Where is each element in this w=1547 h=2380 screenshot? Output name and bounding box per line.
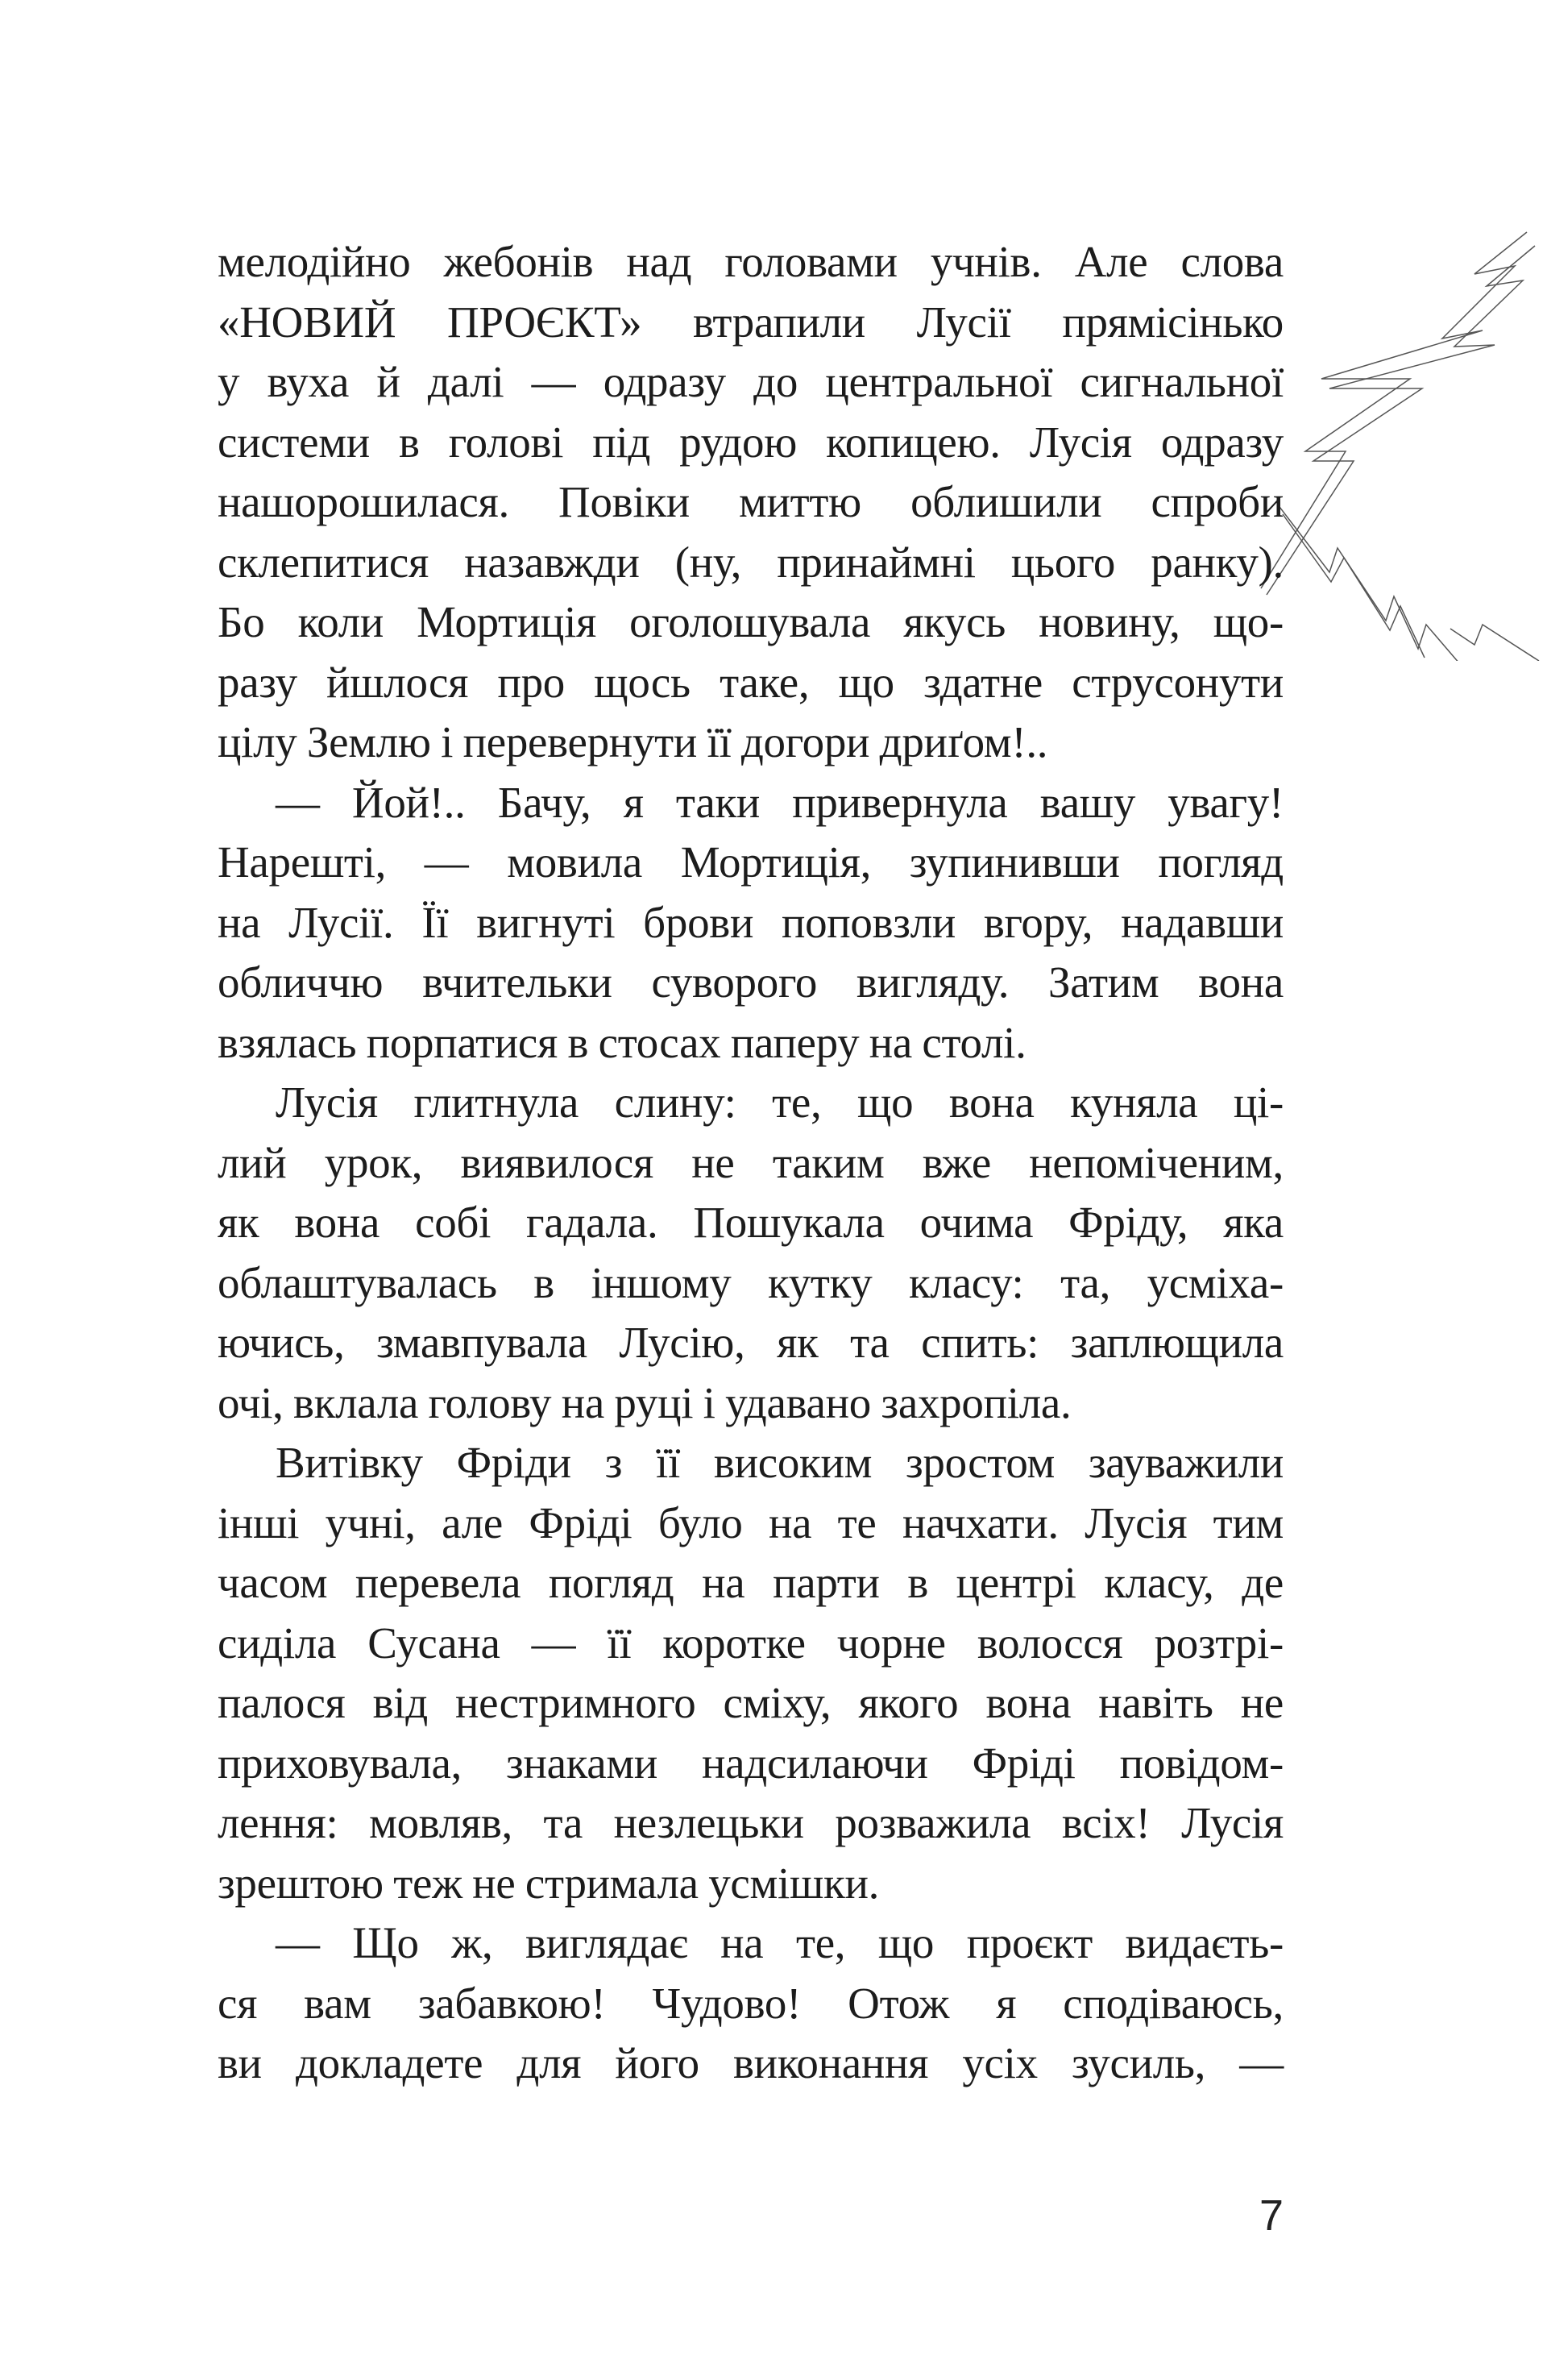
text-line: зрештою теж не стримала усмішки. — [218, 1858, 880, 1908]
text-line: «НОВИЙ ПРОЄКТ» втрапили Лусії прямісінько — [218, 297, 1284, 347]
text-line: разу йшлося про щось таке, що здатне струсонути — [218, 657, 1284, 707]
text-line: лення: мовляв, та незлецьки розважила всіх! Лусія — [218, 1798, 1284, 1847]
text-line: обличчю вчительки суворого вигляду. Затим вона — [218, 957, 1284, 1007]
text-line: склепитися назавжди (ну, принаймні цього ранку). — [218, 537, 1284, 587]
text-line: Нарешті, — мовила Мортиція, зупинивши погляд — [218, 837, 1284, 887]
text-line: у вуха й далі — одразу до центральної сигнальної — [218, 357, 1284, 406]
text-line: цілу Землю і перевернути її догори дриґом!.. — [218, 717, 1048, 766]
text-line: Бо коли Мортиція оголошувала якусь новину, що- — [218, 597, 1284, 646]
text-line: — Йой!.. Бачу, я таки привернула вашу увагу! — [276, 777, 1284, 827]
text-line: часом перевела погляд на парти в центрі класу, де — [218, 1558, 1284, 1607]
text-line: Лусія глитнула слину: те, що вона куняла ці- — [276, 1078, 1284, 1127]
text-line: палося від нестримного сміху, якого вона навіть не — [218, 1678, 1284, 1727]
text-line: як вона собі гадала. Пошукала очима Фріду, яка — [218, 1198, 1284, 1247]
text-line: Витівку Фріди з її високим зростом зауважили — [276, 1438, 1284, 1487]
text-line: ючись, змавпувала Лусію, як та спить: заплющила — [218, 1318, 1284, 1367]
text-line: нашорошилася. Повіки миттю облишили спроби — [218, 477, 1284, 526]
text-line: приховувала, знаками надсилаючи Фріді повідом- — [218, 1738, 1284, 1788]
text-line: ся вам забавкою! Чудово! Отож я сподіваюсь, — [218, 1978, 1284, 2028]
text-line: на Лусії. Її вигнуті брови поповзли вгору, надавши — [218, 897, 1284, 947]
text-line: лий урок, виявилося не таким вже непоміченим, — [218, 1137, 1284, 1187]
text-line: мелодійно жебонів над головами учнів. Але слова — [218, 237, 1284, 286]
text-line: ви докладете для його виконання усіх зусиль, — — [218, 2038, 1284, 2087]
text-line: очі, вклала голову на руці і удавано захропіла. — [218, 1377, 1072, 1427]
text-line: системи в голові під рудою копицею. Лусія одразу — [218, 417, 1284, 467]
body-text — [218, 232, 1284, 2094]
text-line: інші учні, але Фріді було на те начхати. Лусія тим — [218, 1497, 1284, 1547]
text-line: взялась порпатися в стосах паперу на столі. — [218, 1017, 1026, 1067]
page-number: 7 — [1259, 2191, 1284, 2240]
text-line: — Що ж, виглядає на те, що проєкт видаєть- — [276, 1918, 1284, 1967]
text-line: сиділа Сусана — її коротке чорне волосся розтрі- — [218, 1618, 1284, 1668]
text-line: облаштувалась в іншому кутку класу: та, усміха- — [218, 1257, 1284, 1307]
